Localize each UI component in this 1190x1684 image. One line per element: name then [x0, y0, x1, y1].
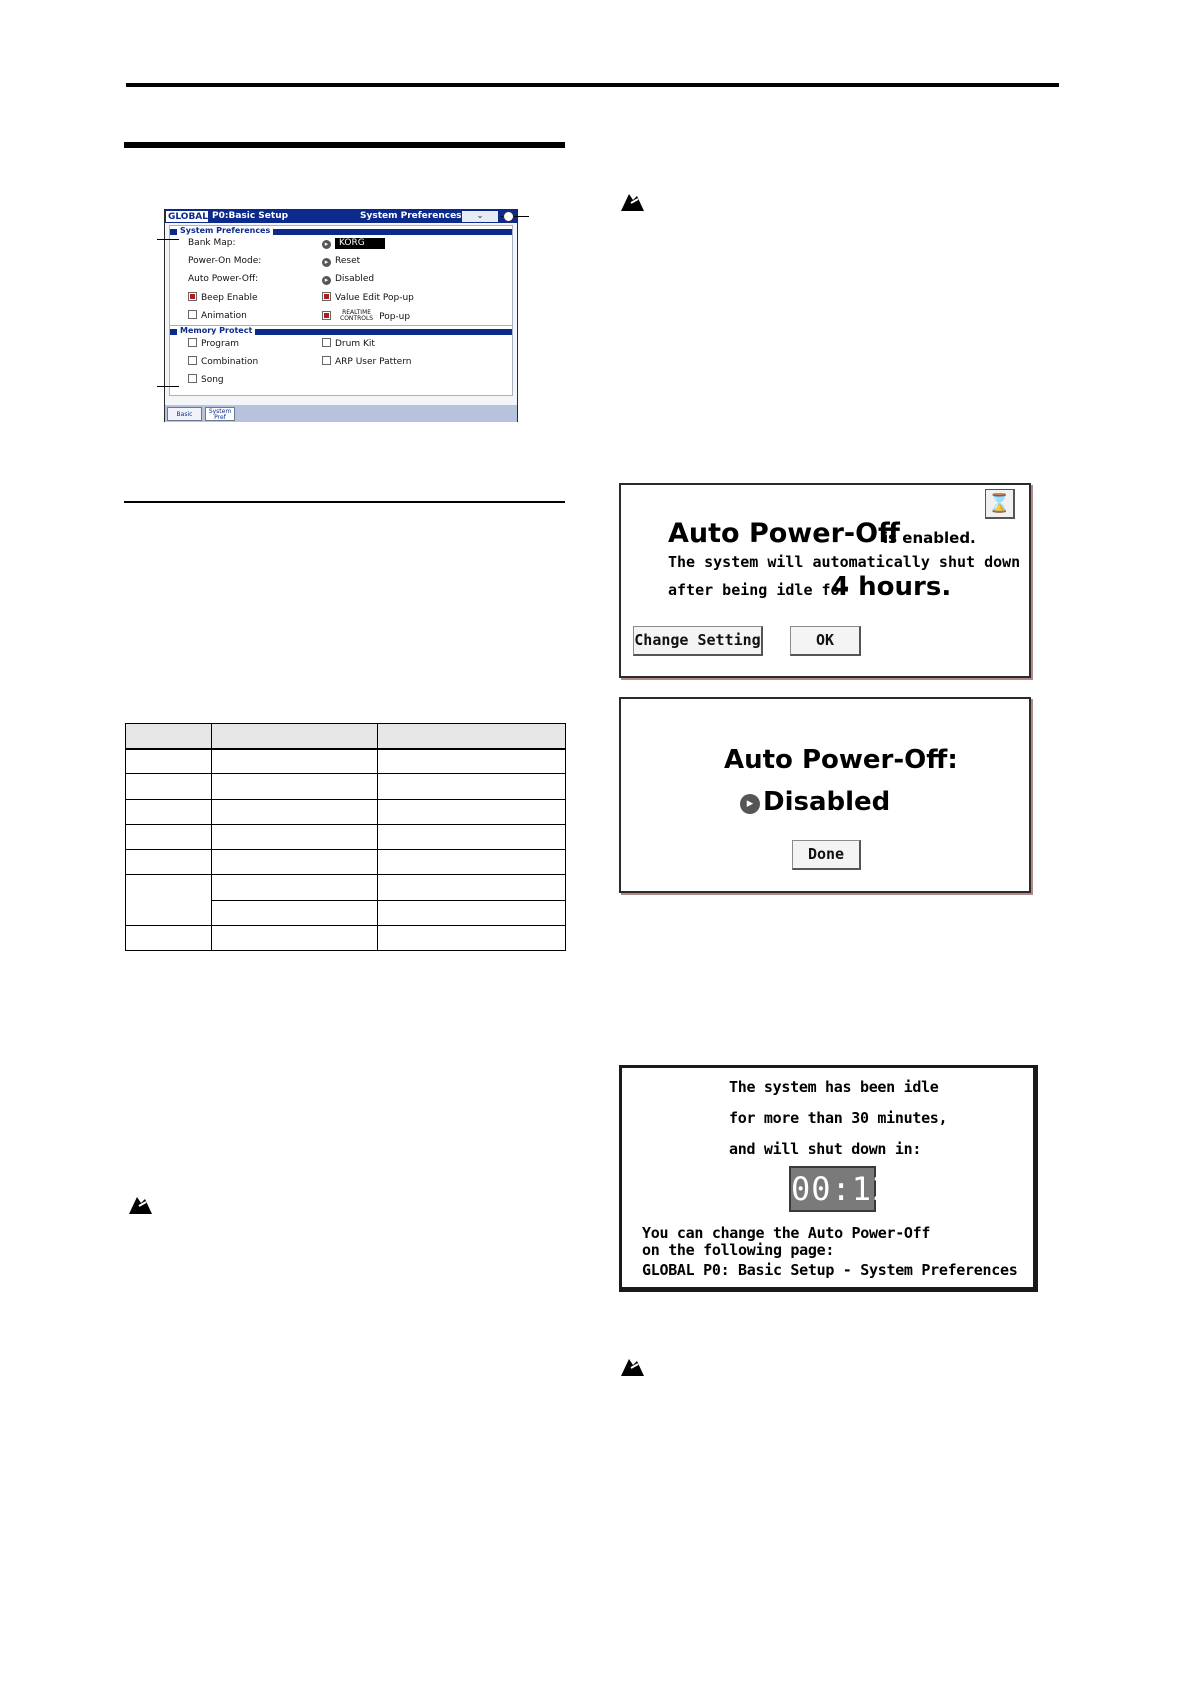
table-row: [126, 875, 566, 900]
callout-line-left-bottom: [157, 386, 179, 387]
power-on-mode-field[interactable]: ▸ Reset: [322, 256, 360, 267]
table-row: [126, 850, 566, 875]
change-setting-button[interactable]: Change Setting: [633, 626, 763, 656]
dialog-status: is enabled.: [883, 529, 976, 547]
idle-shutdown-dialog: [619, 1065, 1038, 1292]
lcd-page-title: P0:Basic Setup: [212, 211, 289, 221]
table-row: [126, 824, 566, 849]
idle-message-line: and will shut down in:: [729, 1140, 922, 1158]
checkbox-unchecked-icon: [322, 338, 331, 347]
bank-map-field[interactable]: [322, 238, 385, 249]
lcd-mode-label: GLOBAL: [165, 210, 209, 223]
hourglass-icon: ⌛: [985, 489, 1015, 519]
tab-basic[interactable]: Basic: [167, 407, 202, 421]
dialog-title: Auto Power-Off:: [724, 745, 958, 775]
checkbox-unchecked-icon: [322, 356, 331, 365]
table-row: [126, 925, 566, 950]
bank-map-value: KORG: [335, 238, 385, 249]
section-heading-rule: [124, 142, 565, 148]
done-button[interactable]: Done: [792, 840, 861, 870]
section-system-preferences: System Preferences: [170, 229, 512, 235]
help-circle-icon: [503, 211, 514, 222]
protect-song-checkbox[interactable]: Song: [188, 374, 224, 386]
popup-arrow-icon: ▸: [322, 258, 331, 267]
settings-table: [125, 723, 566, 951]
protect-combination-checkbox[interactable]: Combination: [188, 356, 258, 368]
shutdown-countdown: 00:12: [789, 1166, 876, 1212]
auto-power-off-label: Auto Power-Off:: [188, 274, 259, 284]
checkbox-checked-icon: [322, 292, 331, 301]
page-top-rule: [126, 83, 1059, 87]
lcd-page-menu-button[interactable]: [462, 211, 498, 222]
checkbox-unchecked-icon: [188, 338, 197, 347]
idle-message-line: on the following page:: [642, 1241, 835, 1259]
chevron-down-icon: ⌄: [476, 211, 484, 221]
note-icon: [619, 1355, 645, 1377]
dialog-duration: 4 hours.: [831, 572, 952, 602]
beep-enable-checkbox[interactable]: Beep Enable: [188, 292, 257, 304]
checkbox-unchecked-icon: [188, 374, 197, 383]
lcd-tab-title: System Preferences: [360, 211, 462, 221]
bank-map-label: Bank Map:: [188, 238, 236, 248]
dialog-message-line: The system will automatically shut down: [668, 553, 1021, 571]
protect-arp-user-pattern-checkbox[interactable]: ARP User Pattern: [322, 356, 411, 368]
subsection-rule: [124, 501, 565, 503]
value-edit-popup-checkbox[interactable]: Value Edit Pop-up: [322, 292, 414, 304]
popup-arrow-icon: ▸: [322, 240, 331, 249]
note-icon: [619, 190, 645, 212]
checkbox-unchecked-icon: [188, 356, 197, 365]
idle-message-line: GLOBAL P0: Basic Setup - System Preferences: [642, 1261, 1018, 1279]
global-p0-screen: [164, 209, 518, 422]
protect-drum-kit-checkbox[interactable]: Drum Kit: [322, 338, 375, 350]
table-row: [126, 799, 566, 824]
callout-line-left-top: [157, 239, 179, 240]
popup-arrow-icon: ▸: [740, 794, 760, 814]
lcd-tab-bar: [165, 405, 517, 422]
realtime-controls-label: REALTIME CONTROLS: [340, 309, 374, 322]
popup-arrow-icon: ▸: [322, 276, 331, 285]
section-memory-protect: Memory Protect: [170, 329, 512, 335]
protect-program-checkbox[interactable]: Program: [188, 338, 239, 350]
tab-system-pref[interactable]: System Pref: [205, 407, 235, 421]
auto-power-off-value[interactable]: ▸ Disabled: [740, 787, 890, 817]
checkbox-checked-icon: [322, 311, 331, 320]
animation-checkbox[interactable]: Animation: [188, 310, 247, 322]
power-on-mode-label: Power-On Mode:: [188, 256, 262, 266]
dialog-message-line: after being idle for: [668, 581, 849, 599]
idle-message-line: for more than 30 minutes,: [729, 1109, 948, 1127]
lcd-header: [165, 210, 517, 223]
checkbox-checked-icon: [188, 292, 197, 301]
realtime-controls-popup-checkbox[interactable]: REALTIME CONTROLS Pop-up: [322, 310, 410, 323]
table-header-row: [126, 724, 566, 749]
table-row: [126, 774, 566, 799]
ok-button[interactable]: OK: [790, 626, 861, 656]
dialog-title: Auto Power-Off: [668, 518, 900, 549]
note-icon: [127, 1193, 153, 1215]
idle-message-line: The system has been idle: [729, 1078, 939, 1096]
lcd-body: [169, 225, 513, 396]
idle-message-line: You can change the Auto Power-Off: [642, 1224, 931, 1242]
checkbox-unchecked-icon: [188, 310, 197, 319]
table-row: [126, 749, 566, 774]
auto-power-off-field[interactable]: ▸ Disabled: [322, 274, 374, 285]
